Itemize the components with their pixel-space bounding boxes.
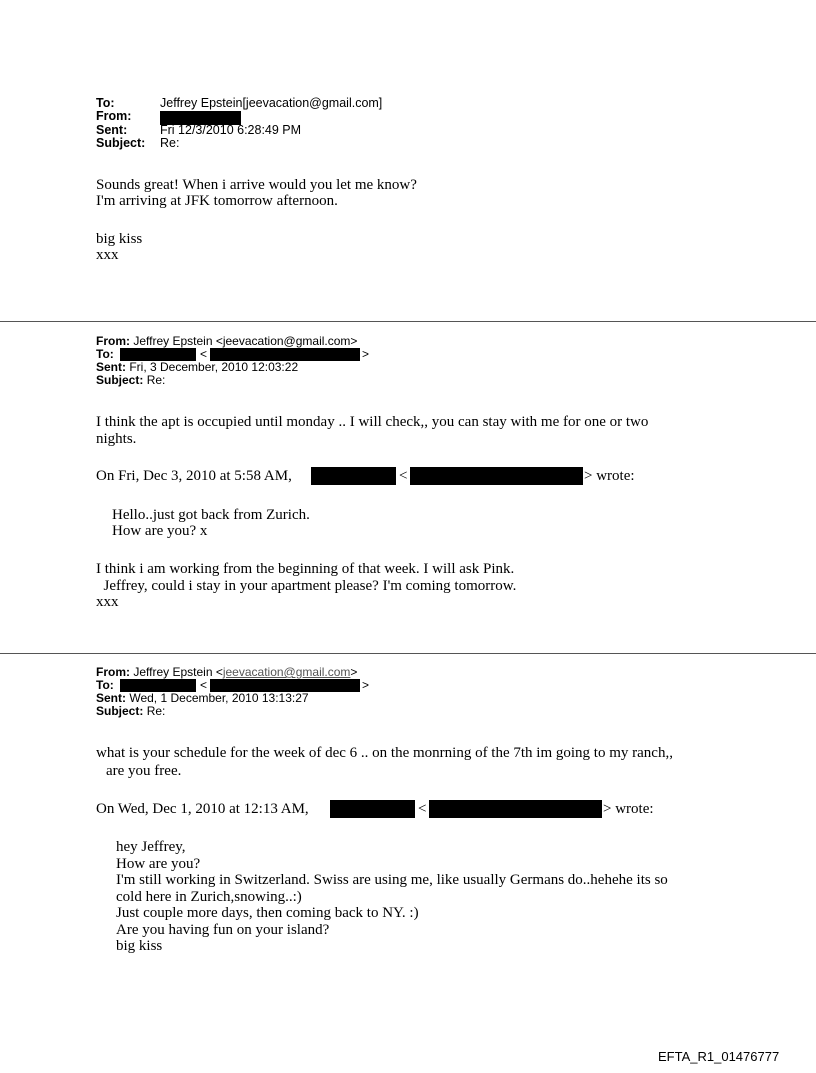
angle-open: < (399, 468, 408, 484)
redaction-box (429, 800, 602, 818)
from-name: Jeffrey Epstein <jeevacation@gmail.com> (133, 334, 358, 348)
quoted-line: Hello..just got back from Zurich. (112, 507, 310, 523)
quoted-line: hey Jeffrey, (116, 839, 186, 855)
body-line: big kiss (96, 231, 143, 247)
body-line: I'm arriving at JFK tomorrow afternoon. (96, 193, 338, 209)
angle-close: > (362, 678, 370, 692)
subject-line: Subject: Re: (96, 373, 166, 387)
divider (0, 653, 816, 654)
sent-label: Sent: (96, 123, 128, 137)
quote-wrote: > wrote: (584, 468, 635, 484)
from-line: From: Jeffrey Epstein <jeevacation@gmail.com> (96, 334, 358, 348)
reply-line: I think i am working from the beginning of that week. I will ask Pink. (96, 561, 515, 577)
body-line: Sounds great! When i arrive would you let me know? (96, 177, 417, 193)
body-line: xxx (96, 247, 119, 263)
quoted-line: How are you? x (112, 523, 208, 539)
quoted-line: How are you? (116, 856, 201, 872)
angle-open: < (418, 801, 427, 817)
subject-value: Re: (160, 136, 180, 150)
to-label: To: (96, 96, 115, 110)
to-value: Jeffrey Epstein[jeevacation@gmail.com] (160, 96, 383, 110)
sent-value: Fri 12/3/2010 6:28:49 PM (160, 123, 302, 137)
document-id: EFTA_R1_01476777 (658, 1049, 780, 1064)
body-line: are you free. (106, 763, 182, 779)
redaction-box (410, 467, 583, 485)
subject-label: Subject: (96, 136, 146, 150)
quoted-line: I'm still working in Switzerland. Swiss are using me, like usually Germans do..hehehe its so (116, 872, 668, 888)
angle-open: < (200, 678, 208, 692)
quote-intro: On Fri, Dec 3, 2010 at 5:58 AM, (96, 468, 292, 484)
angle-close: > (362, 347, 370, 361)
redaction-box (330, 800, 415, 818)
quote-intro: On Wed, Dec 1, 2010 at 12:13 AM, (96, 801, 309, 817)
quoted-line: Are you having fun on your island? (116, 922, 330, 938)
reply-line: Jeffrey, could i stay in your apartment please? I'm coming tomorrow. (96, 578, 517, 594)
to-label: To: (96, 347, 114, 361)
reply-line: xxx (96, 594, 119, 610)
sent-line: Sent: Fri, 3 December, 2010 12:03:22 (96, 360, 299, 374)
sent-line: Sent: Wed, 1 December, 2010 13:13:27 (96, 691, 309, 705)
body-line: I think the apt is occupied until monday .. I will check,, you can stay with me for one or two (96, 414, 649, 430)
angle-open: < (200, 347, 208, 361)
subject-line: Subject: Re: (96, 704, 166, 718)
quoted-line: big kiss (116, 938, 163, 954)
redaction-box (311, 467, 396, 485)
body-line: what is your schedule for the week of dec 6 .. on the monrning of the 7th im going to my ranch,, (96, 745, 673, 761)
body-line: nights. (96, 431, 137, 447)
quoted-line: cold here in Zurich,snowing..:) (116, 889, 302, 905)
from-line: From: Jeffrey Epstein <jeevacation@gmail.com> (96, 665, 358, 679)
quote-wrote: > wrote: (603, 801, 654, 817)
email-link[interactable]: jeevacation@gmail.com (222, 665, 351, 679)
quoted-line: Just couple more days, then coming back to NY. :) (116, 905, 419, 921)
from-label: From: (96, 109, 132, 123)
divider (0, 321, 816, 322)
to-label: To: (96, 678, 114, 692)
